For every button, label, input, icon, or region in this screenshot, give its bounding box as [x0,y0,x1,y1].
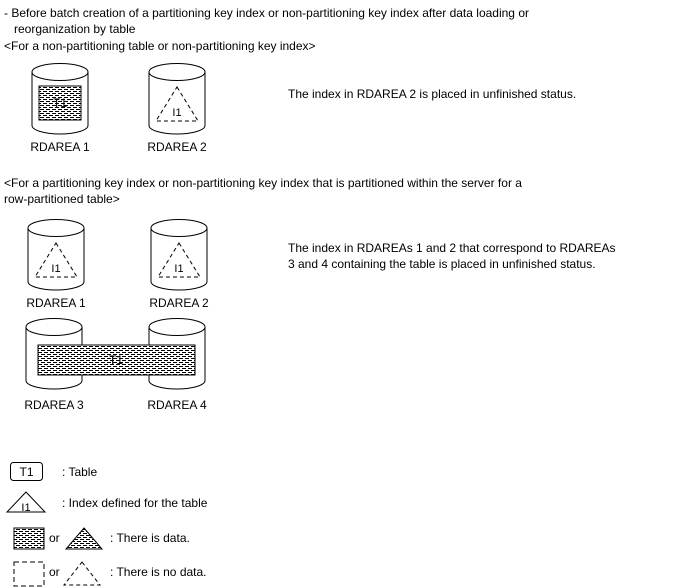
table-label: T1 [52,96,68,110]
cylinder-top [151,220,207,237]
rdarea1-label: RDAREA 1 [26,296,86,310]
index-triangle-icon [6,490,50,516]
legend-has-data-or: or [49,531,60,545]
legend-index-label: I1 [21,502,31,514]
cylinder-top [32,64,88,81]
hatched-box-icon [13,527,47,551]
rdarea2-cylinder [151,220,207,291]
legend-table-label: T1 [19,465,34,479]
rdarea2-label: RDAREA 2 [147,140,207,154]
rdarea1-label: RDAREA 1 [30,140,90,154]
legend-no-data-text: : There is no data. [110,565,207,579]
legend-dashed-box [14,562,44,586]
rdarea2-cylinder [149,64,205,135]
rdarea1-cylinder [28,220,84,291]
table-box-icon [9,461,47,484]
cylinder-body [149,72,205,134]
rdarea3-label: RDAREA 3 [24,398,84,412]
rdarea1-cylinder [32,64,88,135]
rdarea4-label: RDAREA 4 [147,398,207,412]
dashed-triangle-icon [63,559,105,588]
hatched-triangle-icon [65,525,107,552]
cylinder-top [28,220,84,237]
table-label: T1 [108,353,124,367]
intro-line-2: reorganization by table [14,22,136,36]
legend-no-data-or: or [49,565,60,579]
section2-caption-line-2: 3 and 4 containing the table is placed in unfinished status. [288,257,596,271]
rdarea2-label: RDAREA 2 [149,296,209,310]
legend-table-text: : Table [62,465,98,479]
section2-table-row-diagram [20,316,250,414]
cylinder-top [149,319,205,336]
index-label: I1 [172,107,182,119]
legend-index-text: : Index defined for the table [62,496,208,510]
section2-heading-line-1: <For a partitioning key index or non-partitioning key index that is partitioned within the server for a [4,176,522,190]
section1-diagram [24,62,254,157]
index-label: I1 [174,263,184,275]
cylinder-body [28,228,84,290]
dashed-box-icon [13,561,47,588]
section2-caption-line-1: The index in RDAREAs 1 and 2 that correspond to RDAREAs [288,241,616,255]
section2-heading-line-2: row-partitioned table> [4,192,120,206]
cylinder-top [149,64,205,81]
legend-hatched-box [14,528,44,549]
intro-line-1: - Before batch creation of a partitioning key index or non-partitioning key index after data loading or [4,6,529,20]
cylinder-body [151,228,207,290]
legend-has-data-text: : There is data. [110,531,190,545]
section2-index-row-diagram [20,218,250,313]
legend-dashed-triangle [64,562,100,585]
cylinder-top [26,319,82,336]
section1-caption: The index in RDAREA 2 is placed in unfinished status. [288,87,577,101]
section1-heading: <For a non-partitioning table or non-partitioning key index> [4,39,316,53]
legend-hatched-triangle [66,528,102,549]
index-label: I1 [51,263,61,275]
